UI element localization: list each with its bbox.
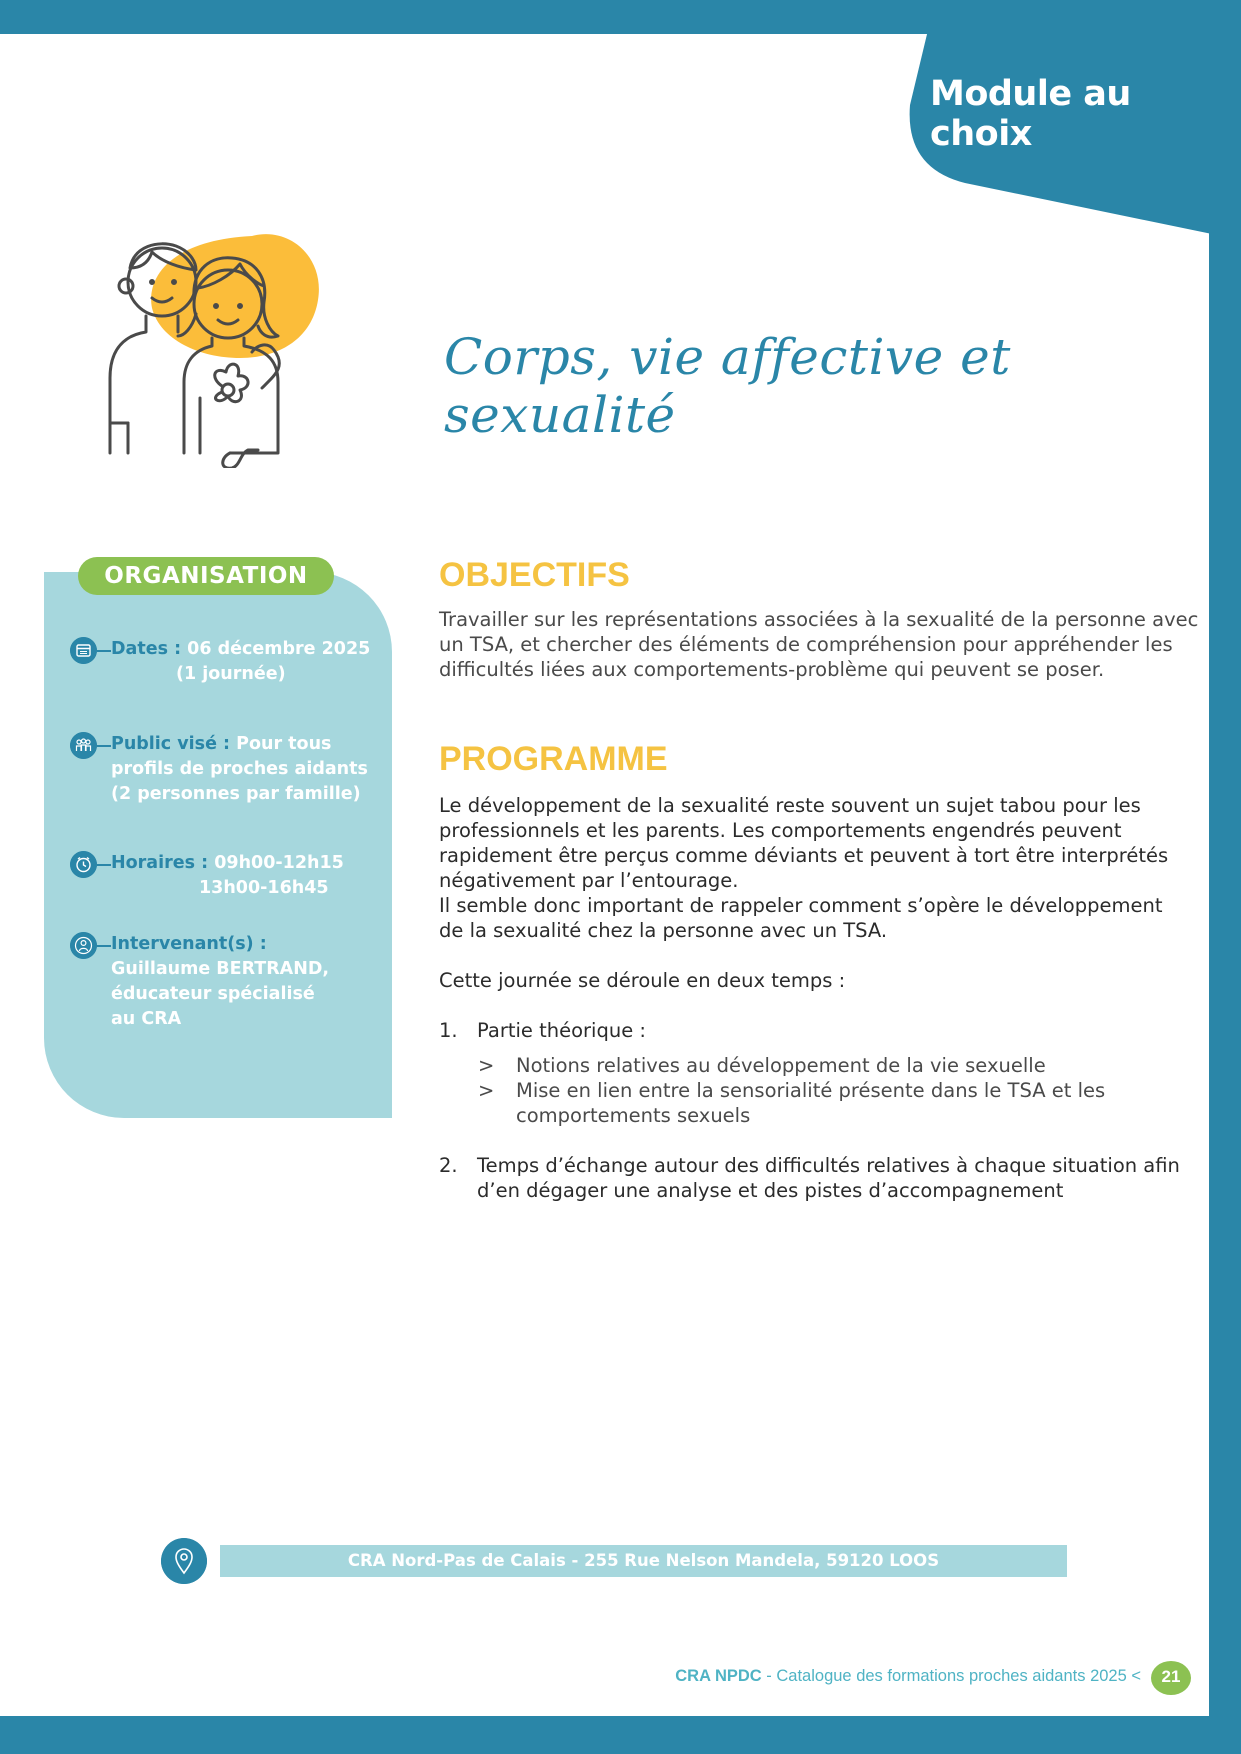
sub-list-line: Mise en lien entre la sensorialité présente dans le TSA et les	[516, 1079, 1106, 1102]
org-label-dates: Dates :	[111, 639, 188, 659]
organisation-tab: ORGANISATION	[78, 557, 334, 595]
objectifs-heading: OBJECTIFS	[439, 556, 630, 594]
org-label-public: Public visé :	[111, 734, 237, 754]
objectifs-line: difficultés liées aux comportements-problème qui peuvent se poser.	[439, 658, 1105, 681]
org-text	[111, 732, 371, 807]
programme-line: Il semble donc important de rappeler comment s’opère le développement	[439, 894, 1163, 917]
org-text	[111, 851, 371, 901]
brand-name: CRA NPDC	[675, 1667, 762, 1685]
right-border	[1209, 0, 1241, 1754]
page-title: Corps, vie affective et sexualité	[444, 328, 1011, 444]
org-value-name: Guillaume BERTRAND,	[111, 959, 330, 979]
org-value-role: éducateur spécialisé	[111, 984, 315, 1004]
bottom-border	[0, 1716, 1241, 1754]
org-text	[111, 637, 371, 687]
sub-list-text: Notions relatives au développement de la vie sexuelle	[516, 1054, 1046, 1077]
org-value-public-2: profils de proches aidants	[111, 759, 368, 779]
org-value-morning: 09h00-12h15	[214, 853, 344, 873]
calendar-icon	[70, 637, 97, 664]
chevron-right-icon: >	[478, 1079, 495, 1102]
org-connector	[97, 745, 111, 747]
org-value-afternoon: 13h00-16h45	[199, 878, 329, 898]
list-text	[477, 1153, 1180, 1203]
org-value-duration: (1 journée)	[176, 664, 286, 684]
objectifs-text	[439, 607, 1199, 682]
org-value-public-3: (2 personnes par famille)	[111, 784, 361, 804]
org-connector	[97, 945, 111, 947]
programme-line: de la sexualité chez la personne avec un TSA.	[439, 919, 888, 942]
org-text	[111, 932, 371, 1032]
list-text: Partie théorique :	[477, 1019, 646, 1042]
programme-line: négativement par l’entourage.	[439, 869, 739, 892]
sub-list-line: comportements sexuels	[516, 1104, 751, 1127]
chevron-right-icon: >	[478, 1054, 495, 1077]
org-label-intervenants: Intervenant(s) :	[111, 934, 267, 954]
programme-heading: PROGRAMME	[439, 740, 668, 778]
org-value-date: 06 décembre 2025	[187, 639, 371, 659]
page-number-badge: 21	[1151, 1661, 1191, 1695]
org-value-public: Pour tous	[236, 734, 332, 754]
catalog-title: - Catalogue des formations proches aidants 2025 <	[761, 1667, 1141, 1685]
list-number: 1.	[439, 1019, 458, 1042]
list-number: 2.	[439, 1154, 458, 1177]
location-pin-icon	[161, 1538, 207, 1584]
org-label-horaires: Horaires :	[111, 853, 215, 873]
person-icon	[70, 932, 97, 959]
programme-line: Le développement de la sexualité reste souvent un sujet tabou pour les	[439, 794, 1141, 817]
module-label: Module au choix	[930, 74, 1131, 154]
org-connector	[97, 864, 111, 866]
couple-illustration-icon	[100, 228, 330, 468]
programme-line: rapidement être perçus comme déviants et peuvent à tort être interprétés	[439, 844, 1169, 867]
clock-icon	[70, 851, 97, 878]
org-value-org: au CRA	[111, 1009, 182, 1029]
objectifs-line: un TSA, et chercher des éléments de compréhension pour appréhender les	[439, 633, 1173, 656]
org-connector	[97, 650, 111, 652]
objectifs-line: Travailler sur les représentations associées à la sexualité de la personne avec	[439, 608, 1199, 631]
list-line: d’en dégager une analyse et des pistes d’accompagnement	[477, 1179, 1064, 1202]
address-bar: CRA Nord-Pas de Calais - 255 Rue Nelson Mandela, 59120 LOOS	[220, 1545, 1067, 1577]
group-icon	[70, 732, 97, 759]
programme-lead: Cette journée se déroule en deux temps :	[439, 969, 846, 992]
catalog-footer	[675, 1667, 1141, 1686]
programme-intro	[439, 793, 1179, 943]
sub-list-text	[516, 1078, 1116, 1128]
programme-line: professionnels et les parents. Les comportements engendrés peuvent	[439, 819, 1122, 842]
list-line: Temps d’échange autour des difficultés relatives à chaque situation afin	[477, 1154, 1180, 1177]
